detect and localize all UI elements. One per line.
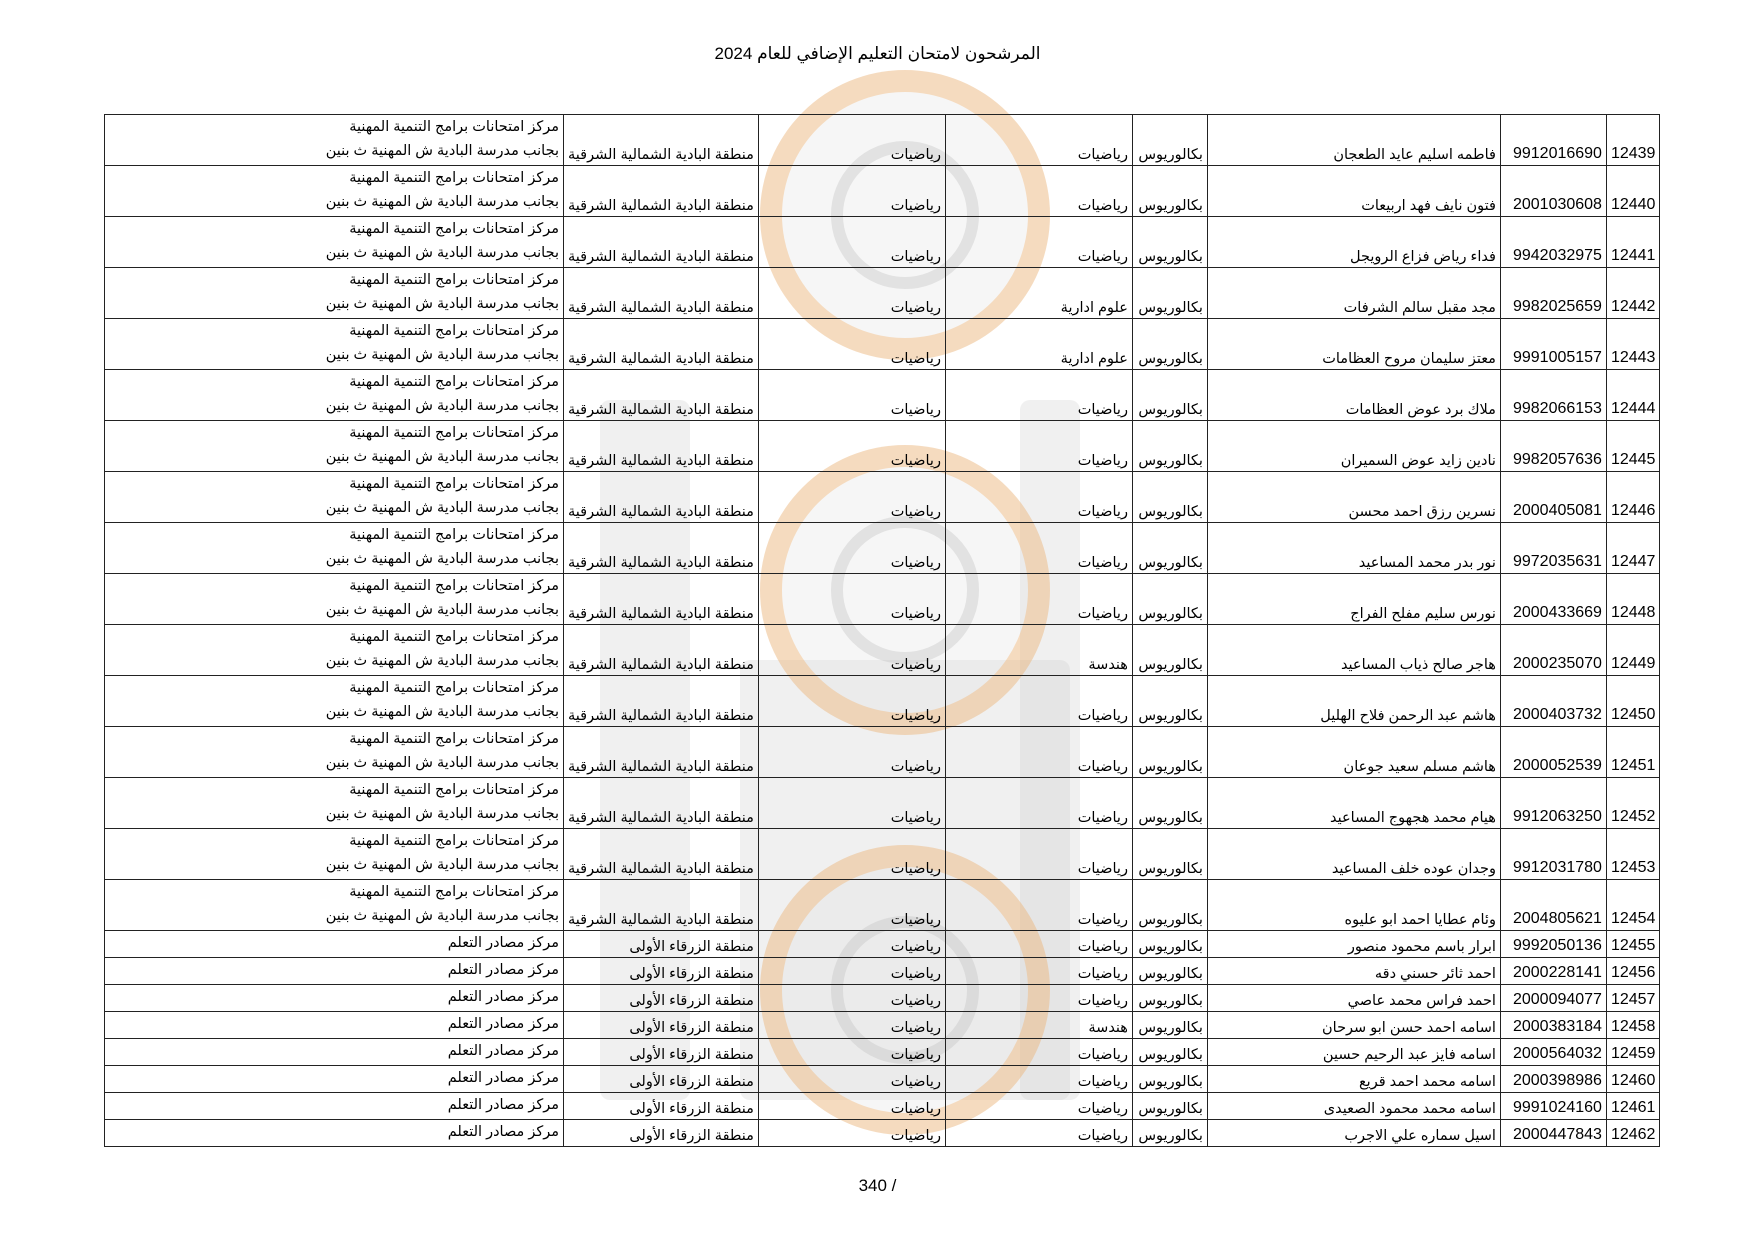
table-row xyxy=(105,370,1660,421)
region-cell: منطقة البادية الشمالية الشرقية xyxy=(564,472,759,523)
exam-center-line: بجانب مدرسة البادية ش المهنية ث بنين xyxy=(325,398,559,414)
national-id-cell: 2000403732 xyxy=(1500,676,1606,727)
degree-cell: بكالوريوس xyxy=(1132,958,1207,985)
exam-center-cell xyxy=(105,985,564,1012)
seq-cell: 12450 xyxy=(1606,676,1660,727)
exam-center-cell xyxy=(105,217,564,268)
exam-center-line: مركز مصادر التعلم xyxy=(447,1016,559,1032)
table-row xyxy=(105,985,1660,1012)
name-cell: هاجر صالح ذياب المساعيد xyxy=(1207,625,1500,676)
name-cell: هاشم مسلم سعيد جوعان xyxy=(1207,727,1500,778)
national-id-cell: 9992050136 xyxy=(1500,931,1606,958)
specialization-cell: رياضيات xyxy=(945,1066,1132,1093)
region-cell: منطقة البادية الشمالية الشرقية xyxy=(564,727,759,778)
exam-center-line: مركز امتحانات برامج التنمية المهنية xyxy=(349,476,559,492)
exam-center-line: مركز امتحانات برامج التنمية المهنية xyxy=(349,731,559,747)
exam-center-line: بجانب مدرسة البادية ش المهنية ث بنين xyxy=(325,602,559,618)
exam-center-cell xyxy=(105,421,564,472)
subject-cell: رياضيات xyxy=(758,1066,945,1093)
seq-cell: 12449 xyxy=(1606,625,1660,676)
subject-cell: رياضيات xyxy=(758,880,945,931)
exam-center-line: مركز امتحانات برامج التنمية المهنية xyxy=(349,629,559,645)
exam-center-line: مركز امتحانات برامج التنمية المهنية xyxy=(349,170,559,186)
seq-cell: 12446 xyxy=(1606,472,1660,523)
exam-center-cell xyxy=(105,829,564,880)
exam-center-line: مركز امتحانات برامج التنمية المهنية xyxy=(349,884,559,900)
seq-cell: 12453 xyxy=(1606,829,1660,880)
specialization-cell: رياضيات xyxy=(945,421,1132,472)
page-title: المرشحون لامتحان التعليم الإضافي للعام 2024 xyxy=(714,44,1041,63)
exam-center-cell xyxy=(105,523,564,574)
name-cell: وجدان عوده خلف المساعيد xyxy=(1207,829,1500,880)
national-id-cell: 9982057636 xyxy=(1500,421,1606,472)
degree-cell: بكالوريوس xyxy=(1132,1120,1207,1147)
seq-cell: 12459 xyxy=(1606,1039,1660,1066)
name-cell: اسامه محمد محمود الصعيدى xyxy=(1207,1093,1500,1120)
exam-center-line: مركز مصادر التعلم xyxy=(447,962,559,978)
degree-cell: بكالوريوس xyxy=(1132,778,1207,829)
specialization-cell: رياضيات xyxy=(945,727,1132,778)
candidates-table xyxy=(104,114,1660,1147)
exam-center-cell xyxy=(105,676,564,727)
exam-center-cell xyxy=(105,1066,564,1093)
subject-cell: رياضيات xyxy=(758,370,945,421)
seq-cell: 12454 xyxy=(1606,880,1660,931)
exam-center-line: مركز امتحانات برامج التنمية المهنية xyxy=(349,833,559,849)
table-row xyxy=(105,523,1660,574)
name-cell: هاشم عبد الرحمن فلاح الهليل xyxy=(1207,676,1500,727)
national-id-cell: 9912063250 xyxy=(1500,778,1606,829)
national-id-cell: 2000228141 xyxy=(1500,958,1606,985)
table-row xyxy=(105,625,1660,676)
exam-center-cell xyxy=(105,115,564,166)
subject-cell: رياضيات xyxy=(758,472,945,523)
exam-center-line: بجانب مدرسة البادية ش المهنية ث بنين xyxy=(325,908,559,924)
exam-center-line: مركز مصادر التعلم xyxy=(447,989,559,1005)
subject-cell: رياضيات xyxy=(758,115,945,166)
subject-cell: رياضيات xyxy=(758,268,945,319)
exam-center-line: مركز امتحانات برامج التنمية المهنية xyxy=(349,578,559,594)
exam-center-line: مركز امتحانات برامج التنمية المهنية xyxy=(349,323,559,339)
specialization-cell: رياضيات xyxy=(945,880,1132,931)
exam-center-line: مركز امتحانات برامج التنمية المهنية xyxy=(349,119,559,135)
specialization-cell: رياضيات xyxy=(945,217,1132,268)
name-cell: هيام محمد هجهوج المساعيد xyxy=(1207,778,1500,829)
name-cell: اسامه محمد احمد قريع xyxy=(1207,1066,1500,1093)
specialization-cell: رياضيات xyxy=(945,931,1132,958)
name-cell: اسامه احمد حسن ابو سرحان xyxy=(1207,1012,1500,1039)
table-row xyxy=(105,472,1660,523)
seq-cell: 12443 xyxy=(1606,319,1660,370)
specialization-cell: رياضيات xyxy=(945,523,1132,574)
exam-center-cell xyxy=(105,472,564,523)
exam-center-line: مركز مصادر التعلم xyxy=(447,1124,559,1140)
national-id-cell: 2000383184 xyxy=(1500,1012,1606,1039)
degree-cell: بكالوريوس xyxy=(1132,319,1207,370)
degree-cell: بكالوريوس xyxy=(1132,421,1207,472)
degree-cell: بكالوريوس xyxy=(1132,1066,1207,1093)
subject-cell: رياضيات xyxy=(758,985,945,1012)
table-row xyxy=(105,880,1660,931)
national-id-cell: 2001030608 xyxy=(1500,166,1606,217)
degree-cell: بكالوريوس xyxy=(1132,115,1207,166)
specialization-cell: رياضيات xyxy=(945,115,1132,166)
name-cell: نورس سليم مفلح الفراج xyxy=(1207,574,1500,625)
page-number: 340 / xyxy=(858,1176,897,1195)
national-id-cell: 9912031780 xyxy=(1500,829,1606,880)
exam-center-line: مركز مصادر التعلم xyxy=(447,1070,559,1086)
table-row xyxy=(105,958,1660,985)
degree-cell: بكالوريوس xyxy=(1132,1012,1207,1039)
subject-cell: رياضيات xyxy=(758,421,945,472)
region-cell: منطقة البادية الشمالية الشرقية xyxy=(564,217,759,268)
degree-cell: بكالوريوس xyxy=(1132,574,1207,625)
region-cell: منطقة البادية الشمالية الشرقية xyxy=(564,370,759,421)
seq-cell: 12444 xyxy=(1606,370,1660,421)
degree-cell: بكالوريوس xyxy=(1132,829,1207,880)
specialization-cell: علوم ادارية xyxy=(945,268,1132,319)
exam-center-line: مركز امتحانات برامج التنمية المهنية xyxy=(349,221,559,237)
region-cell: منطقة البادية الشمالية الشرقية xyxy=(564,625,759,676)
degree-cell: بكالوريوس xyxy=(1132,727,1207,778)
seq-cell: 12455 xyxy=(1606,931,1660,958)
region-cell: منطقة البادية الشمالية الشرقية xyxy=(564,166,759,217)
exam-center-cell xyxy=(105,1093,564,1120)
exam-center-line: بجانب مدرسة البادية ش المهنية ث بنين xyxy=(325,857,559,873)
exam-center-line: مركز مصادر التعلم xyxy=(447,1043,559,1059)
name-cell: معتز سليمان مروح العظامات xyxy=(1207,319,1500,370)
table-row xyxy=(105,727,1660,778)
table-row xyxy=(105,778,1660,829)
seq-cell: 12448 xyxy=(1606,574,1660,625)
exam-center-cell xyxy=(105,574,564,625)
region-cell: منطقة الزرقاء الأولى xyxy=(564,1066,759,1093)
degree-cell: بكالوريوس xyxy=(1132,931,1207,958)
name-cell: اسيل سماره علي الاجرب xyxy=(1207,1120,1500,1147)
specialization-cell: علوم ادارية xyxy=(945,319,1132,370)
degree-cell: بكالوريوس xyxy=(1132,1039,1207,1066)
subject-cell: رياضيات xyxy=(758,574,945,625)
table-row xyxy=(105,1012,1660,1039)
exam-center-line: مركز امتحانات برامج التنمية المهنية xyxy=(349,782,559,798)
national-id-cell: 2000433669 xyxy=(1500,574,1606,625)
seq-cell: 12440 xyxy=(1606,166,1660,217)
exam-center-line: مركز امتحانات برامج التنمية المهنية xyxy=(349,374,559,390)
subject-cell: رياضيات xyxy=(758,166,945,217)
subject-cell: رياضيات xyxy=(758,625,945,676)
specialization-cell: رياضيات xyxy=(945,1120,1132,1147)
subject-cell: رياضيات xyxy=(758,217,945,268)
seq-cell: 12458 xyxy=(1606,1012,1660,1039)
national-id-cell: 2000235070 xyxy=(1500,625,1606,676)
national-id-cell: 9982066153 xyxy=(1500,370,1606,421)
seq-cell: 12441 xyxy=(1606,217,1660,268)
national-id-cell: 9991005157 xyxy=(1500,319,1606,370)
region-cell: منطقة الزرقاء الأولى xyxy=(564,1093,759,1120)
subject-cell: رياضيات xyxy=(758,1093,945,1120)
subject-cell: رياضيات xyxy=(758,1039,945,1066)
name-cell: ملاك برد عوض العظامات xyxy=(1207,370,1500,421)
specialization-cell: رياضيات xyxy=(945,985,1132,1012)
name-cell: فاطمه اسليم عايد الطعجان xyxy=(1207,115,1500,166)
exam-center-line: بجانب مدرسة البادية ش المهنية ث بنين xyxy=(325,143,559,159)
degree-cell: بكالوريوس xyxy=(1132,880,1207,931)
table-row xyxy=(105,676,1660,727)
degree-cell: بكالوريوس xyxy=(1132,268,1207,319)
exam-center-line: مركز امتحانات برامج التنمية المهنية xyxy=(349,272,559,288)
seq-cell: 12439 xyxy=(1606,115,1660,166)
subject-cell: رياضيات xyxy=(758,523,945,574)
subject-cell: رياضيات xyxy=(758,1120,945,1147)
exam-center-line: مركز مصادر التعلم xyxy=(447,1097,559,1113)
name-cell: احمد ثائر حسني دقه xyxy=(1207,958,1500,985)
region-cell: منطقة البادية الشمالية الشرقية xyxy=(564,676,759,727)
region-cell: منطقة الزرقاء الأولى xyxy=(564,1012,759,1039)
seq-cell: 12462 xyxy=(1606,1120,1660,1147)
national-id-cell: 9982025659 xyxy=(1500,268,1606,319)
national-id-cell: 2000447843 xyxy=(1500,1120,1606,1147)
national-id-cell: 2000405081 xyxy=(1500,472,1606,523)
degree-cell: بكالوريوس xyxy=(1132,217,1207,268)
degree-cell: بكالوريوس xyxy=(1132,370,1207,421)
region-cell: منطقة البادية الشمالية الشرقية xyxy=(564,319,759,370)
specialization-cell: رياضيات xyxy=(945,370,1132,421)
exam-center-line: مركز امتحانات برامج التنمية المهنية xyxy=(349,425,559,441)
subject-cell: رياضيات xyxy=(758,829,945,880)
name-cell: فتون نايف فهد اربيعات xyxy=(1207,166,1500,217)
table-row xyxy=(105,115,1660,166)
subject-cell: رياضيات xyxy=(758,931,945,958)
exam-center-line: بجانب مدرسة البادية ش المهنية ث بنين xyxy=(325,755,559,771)
specialization-cell: هندسة xyxy=(945,1012,1132,1039)
national-id-cell: 2000564032 xyxy=(1500,1039,1606,1066)
national-id-cell: 9912016690 xyxy=(1500,115,1606,166)
name-cell: فداء رياض فزاع الرويجل xyxy=(1207,217,1500,268)
exam-center-cell xyxy=(105,268,564,319)
exam-center-cell xyxy=(105,166,564,217)
name-cell: نور بدر محمد المساعيد xyxy=(1207,523,1500,574)
name-cell: ابرار باسم محمود منصور xyxy=(1207,931,1500,958)
national-id-cell: 2000052539 xyxy=(1500,727,1606,778)
exam-center-line: مركز امتحانات برامج التنمية المهنية xyxy=(349,680,559,696)
name-cell: مجد مقبل سالم الشرفات xyxy=(1207,268,1500,319)
exam-center-line: بجانب مدرسة البادية ش المهنية ث بنين xyxy=(325,806,559,822)
region-cell: منطقة الزرقاء الأولى xyxy=(564,985,759,1012)
subject-cell: رياضيات xyxy=(758,778,945,829)
exam-center-cell xyxy=(105,319,564,370)
degree-cell: بكالوريوس xyxy=(1132,625,1207,676)
region-cell: منطقة الزرقاء الأولى xyxy=(564,958,759,985)
subject-cell: رياضيات xyxy=(758,727,945,778)
region-cell: منطقة البادية الشمالية الشرقية xyxy=(564,778,759,829)
seq-cell: 12460 xyxy=(1606,1066,1660,1093)
exam-center-line: بجانب مدرسة البادية ش المهنية ث بنين xyxy=(325,449,559,465)
table-row xyxy=(105,421,1660,472)
region-cell: منطقة الزرقاء الأولى xyxy=(564,931,759,958)
exam-center-line: بجانب مدرسة البادية ش المهنية ث بنين xyxy=(325,653,559,669)
exam-center-cell xyxy=(105,880,564,931)
region-cell: منطقة البادية الشمالية الشرقية xyxy=(564,523,759,574)
region-cell: منطقة البادية الشمالية الشرقية xyxy=(564,268,759,319)
exam-center-cell xyxy=(105,958,564,985)
subject-cell: رياضيات xyxy=(758,319,945,370)
seq-cell: 12452 xyxy=(1606,778,1660,829)
degree-cell: بكالوريوس xyxy=(1132,166,1207,217)
region-cell: منطقة البادية الشمالية الشرقية xyxy=(564,421,759,472)
exam-center-line: بجانب مدرسة البادية ش المهنية ث بنين xyxy=(325,704,559,720)
national-id-cell: 2000094077 xyxy=(1500,985,1606,1012)
name-cell: اسامه فايز عبد الرحيم حسين xyxy=(1207,1039,1500,1066)
subject-cell: رياضيات xyxy=(758,1012,945,1039)
table-row xyxy=(105,1093,1660,1120)
region-cell: منطقة البادية الشمالية الشرقية xyxy=(564,574,759,625)
table-row xyxy=(105,268,1660,319)
table-row xyxy=(105,829,1660,880)
exam-center-cell xyxy=(105,370,564,421)
seq-cell: 12451 xyxy=(1606,727,1660,778)
seq-cell: 12457 xyxy=(1606,985,1660,1012)
national-id-cell: 2004805621 xyxy=(1500,880,1606,931)
exam-center-line: مركز مصادر التعلم xyxy=(447,935,559,951)
national-id-cell: 9942032975 xyxy=(1500,217,1606,268)
name-cell: احمد فراس محمد عاصي xyxy=(1207,985,1500,1012)
exam-center-line: بجانب مدرسة البادية ش المهنية ث بنين xyxy=(325,296,559,312)
specialization-cell: رياضيات xyxy=(945,778,1132,829)
table-row xyxy=(105,931,1660,958)
table-row xyxy=(105,166,1660,217)
specialization-cell: رياضيات xyxy=(945,829,1132,880)
specialization-cell: رياضيات xyxy=(945,574,1132,625)
region-cell: منطقة الزرقاء الأولى xyxy=(564,1120,759,1147)
specialization-cell: رياضيات xyxy=(945,472,1132,523)
seq-cell: 12442 xyxy=(1606,268,1660,319)
table-row xyxy=(105,217,1660,268)
exam-center-cell xyxy=(105,1120,564,1147)
specialization-cell: رياضيات xyxy=(945,958,1132,985)
name-cell: وئام عطايا احمد ابو عليوه xyxy=(1207,880,1500,931)
exam-center-line: بجانب مدرسة البادية ش المهنية ث بنين xyxy=(325,194,559,210)
specialization-cell: رياضيات xyxy=(945,1093,1132,1120)
name-cell: نسرين رزق احمد محسن xyxy=(1207,472,1500,523)
region-cell: منطقة الزرقاء الأولى xyxy=(564,1039,759,1066)
region-cell: منطقة البادية الشمالية الشرقية xyxy=(564,829,759,880)
degree-cell: بكالوريوس xyxy=(1132,676,1207,727)
table-row xyxy=(105,1039,1660,1066)
degree-cell: بكالوريوس xyxy=(1132,1093,1207,1120)
region-cell: منطقة البادية الشمالية الشرقية xyxy=(564,880,759,931)
exam-center-line: بجانب مدرسة البادية ش المهنية ث بنين xyxy=(325,245,559,261)
specialization-cell: رياضيات xyxy=(945,676,1132,727)
seq-cell: 12456 xyxy=(1606,958,1660,985)
degree-cell: بكالوريوس xyxy=(1132,472,1207,523)
exam-center-cell xyxy=(105,625,564,676)
exam-center-line: بجانب مدرسة البادية ش المهنية ث بنين xyxy=(325,500,559,516)
seq-cell: 12445 xyxy=(1606,421,1660,472)
exam-center-cell xyxy=(105,727,564,778)
national-id-cell: 9991024160 xyxy=(1500,1093,1606,1120)
table-row xyxy=(105,1066,1660,1093)
subject-cell: رياضيات xyxy=(758,958,945,985)
subject-cell: رياضيات xyxy=(758,676,945,727)
seq-cell: 12461 xyxy=(1606,1093,1660,1120)
exam-center-cell xyxy=(105,1039,564,1066)
exam-center-cell xyxy=(105,778,564,829)
exam-center-cell xyxy=(105,1012,564,1039)
exam-center-line: مركز امتحانات برامج التنمية المهنية xyxy=(349,527,559,543)
region-cell: منطقة البادية الشمالية الشرقية xyxy=(564,115,759,166)
exam-center-line: بجانب مدرسة البادية ش المهنية ث بنين xyxy=(325,347,559,363)
seq-cell: 12447 xyxy=(1606,523,1660,574)
exam-center-line: بجانب مدرسة البادية ش المهنية ث بنين xyxy=(325,551,559,567)
specialization-cell: هندسة xyxy=(945,625,1132,676)
table-row xyxy=(105,319,1660,370)
national-id-cell: 2000398986 xyxy=(1500,1066,1606,1093)
exam-center-cell xyxy=(105,931,564,958)
name-cell: نادين زايد عوض السميران xyxy=(1207,421,1500,472)
degree-cell: بكالوريوس xyxy=(1132,985,1207,1012)
specialization-cell: رياضيات xyxy=(945,166,1132,217)
specialization-cell: رياضيات xyxy=(945,1039,1132,1066)
national-id-cell: 9972035631 xyxy=(1500,523,1606,574)
table-row xyxy=(105,1120,1660,1147)
table-row xyxy=(105,574,1660,625)
degree-cell: بكالوريوس xyxy=(1132,523,1207,574)
